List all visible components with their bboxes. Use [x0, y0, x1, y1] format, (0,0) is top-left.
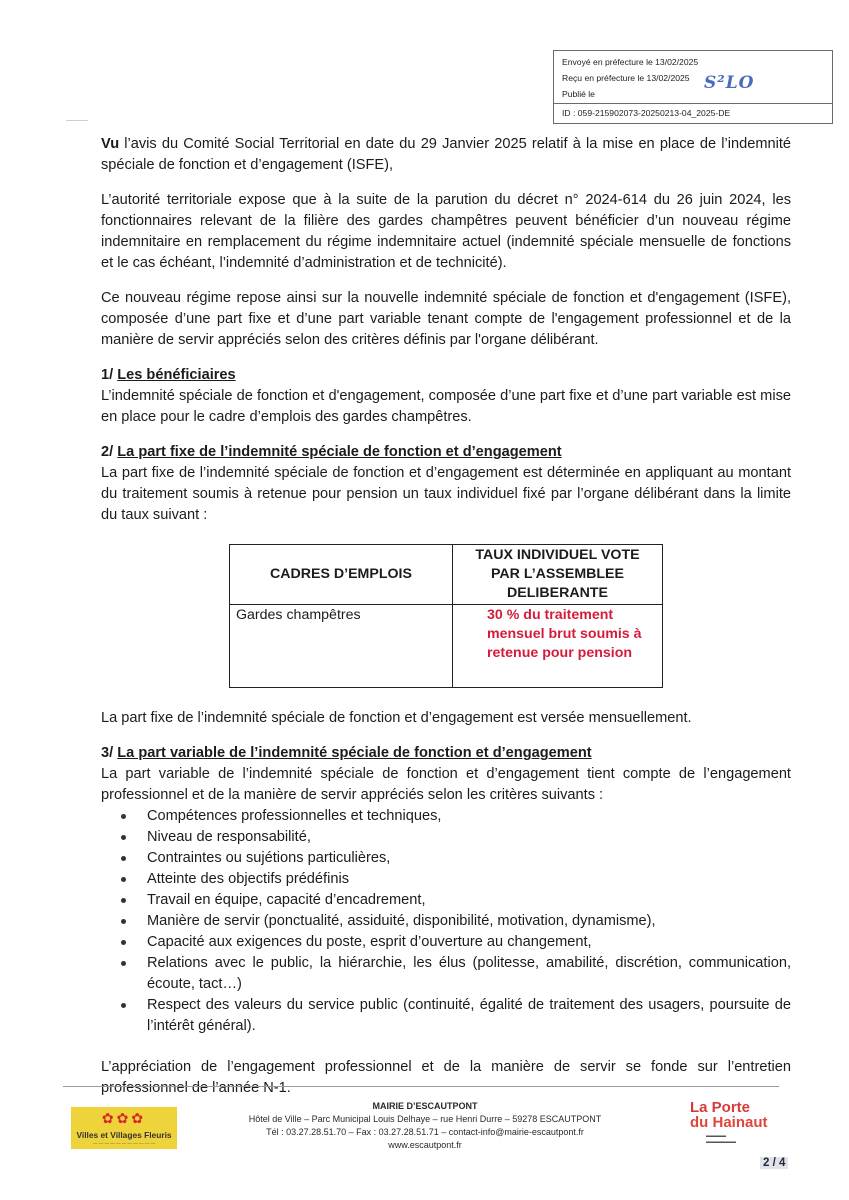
porte-logo-subtext: ▬▬▬▬ ▬▬▬▬▬▬ [706, 1133, 736, 1145]
section-3-heading [101, 743, 791, 764]
section-2-text: La part fixe de l’indemnité spéciale de fonction et d’engagement est déterminée en appliquant au montant du traitement soumis à retenue pour pension un taux individuel fixé par l’organe délibérant dans la limite du taux suivant : [101, 465, 791, 523]
villes-logo-text: Villes et Villages Fleuris [76, 1130, 172, 1140]
list-item [101, 932, 791, 953]
stamp-published-line: Publié le [562, 89, 595, 99]
vu-text: l’avis du Comité Social Territorial en date du 29 Janvier 2025 relatif à la mise en place de l’indemnité spéciale de fonction et d’engagement (ISFE), [101, 136, 791, 173]
criteria-text: Travail en équipe, capacité d’encadrement, [147, 892, 426, 908]
criteria-text: Relations avec le public, la hiérarchie, les élus (politesse, amabilité, discrétion, communication, écoute, tact…) [147, 955, 791, 992]
criteria-text: Niveau de responsabilité, [147, 829, 311, 845]
cell-taux: 30 % du traitement mensuel brut soumis à retenue pour pension [453, 605, 663, 688]
footer-rule [63, 1086, 779, 1087]
criteria-text: Capacité aux exigences du poste, esprit d’ouverture au changement, [147, 934, 592, 950]
criteria-text: Contraintes ou sujétions particulières, [147, 850, 391, 866]
list-item [101, 995, 791, 1037]
footer-address: Hôtel de Ville – Parc Municipal Louis Delhaye – rue Henri Durre – 59278 ESCAUTPONT [248, 1114, 602, 1124]
footer-website: www.escautpont.fr [388, 1140, 462, 1150]
criteria-text: Manière de servir (ponctualité, assiduité, disponibilité, motivation, dynamisme), [147, 913, 656, 929]
footer-address-block [200, 1100, 650, 1152]
stamp-sent-line: Envoyé en préfecture le 13/02/2025 [562, 57, 699, 67]
stamp-separator [554, 103, 832, 104]
section-2-after: La part fixe de l’indemnité spéciale de fonction et d’engagement est versée mensuellement. [101, 710, 692, 726]
criteria-list [101, 806, 791, 1037]
section-1-title: Les bénéficiaires [117, 367, 236, 383]
section-3-text: La part variable de l’indemnité spéciale de fonction et d’engagement tient compte de l’engagement professionnel et de la manière de servir appréciés selon les critères suivants : [101, 766, 791, 803]
page-number: 2 / 4 [760, 1157, 788, 1169]
bullet-icon [121, 940, 126, 945]
list-item [101, 827, 791, 848]
list-item [101, 953, 791, 995]
scan-mark [66, 120, 88, 121]
bullet-icon [121, 877, 126, 882]
paragraph-vu [101, 134, 791, 176]
section-2-number: 2/ [101, 444, 118, 460]
prefecture-stamp [553, 50, 833, 124]
stamp-signature: S²LO [704, 73, 755, 93]
villes-fleuris-logo [71, 1107, 177, 1149]
section-1-text: L’indemnité spéciale de fonction et d'engagement, composée d’une part fixe et d’une part variable est mise en place pour le cadre d’emplois des gardes champêtres. [101, 388, 791, 425]
criteria-text: Respect des valeurs du service public (continuité, égalité de traitement des usagers, poursuite de l’intérêt général). [147, 997, 791, 1034]
porte-logo-line1: La Porte [690, 1099, 751, 1116]
document-body [101, 134, 791, 1099]
section-2-heading [101, 442, 791, 463]
bullet-icon [121, 814, 126, 819]
rate-table [229, 544, 663, 688]
section-2-title: La part fixe de l’indemnité spéciale de fonction et d’engagement [117, 444, 562, 460]
criteria-text: Compétences professionnelles et techniques, [147, 808, 442, 824]
section-1-heading [101, 365, 791, 386]
list-item [101, 890, 791, 911]
bullet-icon [121, 856, 126, 861]
footer-contact: Tél : 03.27.28.51.70 – Fax : 03.27.28.51.71 – contact-info@mairie-escautpont.fr [266, 1127, 584, 1137]
rate-table-header [230, 545, 663, 605]
section-3-number: 3/ [101, 745, 118, 761]
list-item [101, 806, 791, 827]
criteria-text: Atteinte des objectifs prédéfinis [147, 871, 349, 887]
bullet-icon [121, 919, 126, 924]
porte-du-hainaut-logo [690, 1100, 790, 1145]
list-item [101, 869, 791, 890]
bullet-icon [121, 961, 126, 966]
bullet-icon [121, 835, 126, 840]
cell-gardes: Gardes champêtres [230, 605, 453, 688]
section-3-title: La part variable de l’indemnité spéciale de fonction et d’engagement [117, 745, 592, 761]
bullet-icon [121, 898, 126, 903]
closing-paragraph: L’appréciation de l’engagement professionnel et de la manière de servir se fonde sur l’entretien professionnel de l’année N-1. [101, 1059, 791, 1096]
list-item [101, 911, 791, 932]
stamp-id-line: ID : 059-215902073-20250213-04_2025-DE [562, 108, 731, 118]
header-taux: TAUX INDIVIDUEL VOTE PAR L’ASSEMBLEE DELIBERANTE [453, 545, 663, 605]
flowers-icon: ✿✿✿ [101, 1110, 147, 1126]
porte-logo-line2: du Hainaut [690, 1114, 768, 1131]
list-item [101, 848, 791, 869]
footer-title: MAIRIE D’ESCAUTPONT [372, 1101, 478, 1111]
villes-logo-subline: — — — — — — — — — — — [92, 1141, 155, 1146]
bullet-icon [121, 1003, 126, 1008]
stamp-received-line: Reçu en préfecture le 13/02/2025 [562, 73, 690, 83]
vu-bold: Vu [101, 136, 120, 152]
section-1-number: 1/ [101, 367, 118, 383]
paragraph-regime: Ce nouveau régime repose ainsi sur la nouvelle indemnité spéciale de fonction et d'engagement (ISFE), composée d’une part fixe et d’une part variable tenant compte de l'engagement professionnel et de la manière de servir appréciés selon des critères définis par l'organe délibérant. [101, 290, 791, 348]
rate-table-row [230, 605, 663, 688]
paragraph-expose: L’autorité territoriale expose que à la suite de la parution du décret n° 2024-614 du 26 juin 2024, les fonctionnaires relevant de la filière des gardes champêtres peuvent bénéficier d’un nouveau régime indemnitaire en remplacement du régime indemnitaire actuel (indemnité spéciale mensuelle de fonctions et le cas échéant, l’indemnité d’administration et de technicité). [101, 192, 791, 271]
header-cadres: CADRES D’EMPLOIS [230, 545, 453, 605]
